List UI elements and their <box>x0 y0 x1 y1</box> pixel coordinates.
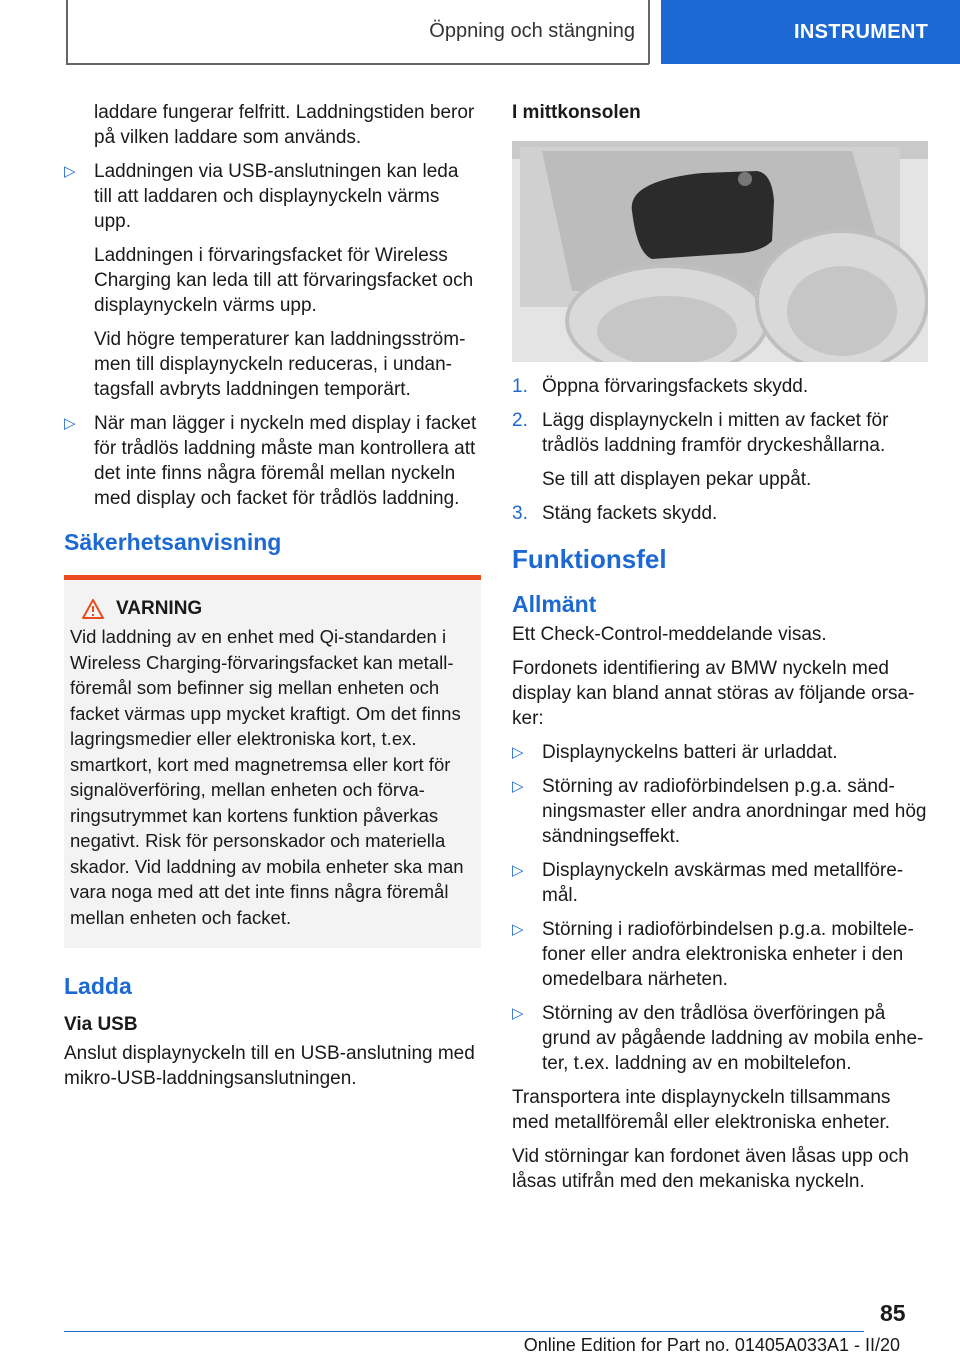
list-item: ▷ När man lägger i nyckeln med display i facket för trådlös laddning måste man kontrollera att det inte finns några föremål mellan nyckeln med display och facket för trådlös laddning. <box>64 413 477 509</box>
list-item: 2. Lägg displaynyckeln i mitten av facket för trådlös laddning framför dryckeshållarna. Se till att displayen pekar uppåt. <box>512 410 889 490</box>
list-item: ▷ Störning av radioförbindelsen p.g.a. sänd-ningsmaster eller andra anordningar med hög sändningseffekt. <box>512 776 927 847</box>
list-item: ▷ Laddningen via USB-anslutningen kan leda till att laddaren och displaynyckeln värms upp. Laddningen i förvaringsfacket för Wireless Charging kan leda till att förvaringsfacket och displaynyckeln värms upp. Vid högre temperaturer kan laddningsström-men till displaynyckeln reduceras, i undan-tagsfall avbryts laddningen temporärt. <box>64 161 474 400</box>
charge-heading: Ladda <box>64 973 132 999</box>
closing-p2: Vid störningar kan fordonet även låsas upp och låsas utifrån med den mekaniska nyckeln. <box>512 1146 909 1192</box>
closing-p1: Transportera inte displaynyckeln tillsammans med metallföremål eller elektroniska enheter. <box>512 1087 891 1133</box>
left-column <box>64 100 481 1091</box>
list-item: 3. Stäng fackets skydd. <box>512 503 718 524</box>
triangle-bullet-icon: ▷ <box>512 1005 524 1022</box>
safety-heading: Säkerhetsanvisning <box>64 529 282 555</box>
header-bottom-rule <box>66 63 649 65</box>
footer-rule <box>64 1331 864 1332</box>
header-chapter-tab: INSTRUMENT <box>661 0 960 64</box>
charging-notes-list <box>64 159 481 511</box>
triangle-bullet-icon: ▷ <box>512 744 524 761</box>
triangle-bullet-icon: ▷ <box>512 862 524 879</box>
list-item: ▷ Displaynyckeln avskärmas med metallföre-mål. <box>512 860 904 906</box>
causes-list <box>512 740 928 1076</box>
usb-text: Anslut displaynyckeln till en USB-anslutning med mikro-USB-laddningsanslutningen. <box>64 1043 475 1089</box>
warning-box <box>64 575 481 948</box>
warning-triangle-icon <box>82 599 104 619</box>
malfunction-heading: Funktionsfel <box>512 544 667 574</box>
triangle-bullet-icon: ▷ <box>64 163 76 180</box>
list-item: ▷ Displaynyckelns batteri är urladdat. <box>512 742 838 763</box>
header-section-title: Öppning och stängning <box>429 20 635 42</box>
right-column <box>512 100 928 1203</box>
general-p1: Ett Check-Control-meddelande visas. <box>512 624 827 645</box>
triangle-bullet-icon: ▷ <box>64 415 76 432</box>
general-heading: Allmänt <box>512 591 597 617</box>
triangle-bullet-icon: ▷ <box>512 778 524 795</box>
list-item: 1. Öppna förvaringsfackets skydd. <box>512 376 809 397</box>
warning-text: Vid laddning av en enhet med Qi-standarden i Wireless Charging-förvaringsfacket kan metall-föremål som befinner sig mellan enheten och facket värmas upp mycket kraftigt. Om det finns lagringsmedier eller elektroniska kort, t.ex. smartkort, kort med magnetremsa eller kort för signalöverföring, mellan enheten och förva-ringsutrymmet kan kortens funktion påverkas negativt. Risk för personskador och materiella skador. Vid laddning av mobila enheter ska man vara noga med att det inte finns några föremål mellan enheten och facket. <box>70 626 464 928</box>
warning-title: VARNING <box>70 598 473 620</box>
console-subheading: I mittkonsolen <box>512 102 641 123</box>
usb-subheading: Via USB <box>64 1014 138 1035</box>
triangle-bullet-icon: ▷ <box>512 921 524 938</box>
intro-continued: laddare fungerar felfritt. Laddningstiden beror på vilken laddare som används. <box>94 102 475 148</box>
list-item: ▷ Störning i radioförbindelsen p.g.a. mobiltele-foner eller andra elektroniska enheter i den omedelbara närheten. <box>512 919 914 990</box>
center-console-photo <box>512 141 928 362</box>
header-separator <box>648 0 650 64</box>
list-item: ▷ Störning av den trådlösa överföringen på grund av pågående laddning av mobila enhe-ter, t.ex. laddning av en mobiltelefon. <box>512 1003 924 1074</box>
general-p2: Fordonets identifiering av BMW nyckeln med display kan bland annat störas av följande orsa-ker: <box>512 658 915 729</box>
footer-edition: Online Edition for Part no. 01405A033A1 - II/20 <box>523 1335 900 1355</box>
steps-list <box>512 374 928 526</box>
page-number: 85 <box>880 1300 906 1326</box>
